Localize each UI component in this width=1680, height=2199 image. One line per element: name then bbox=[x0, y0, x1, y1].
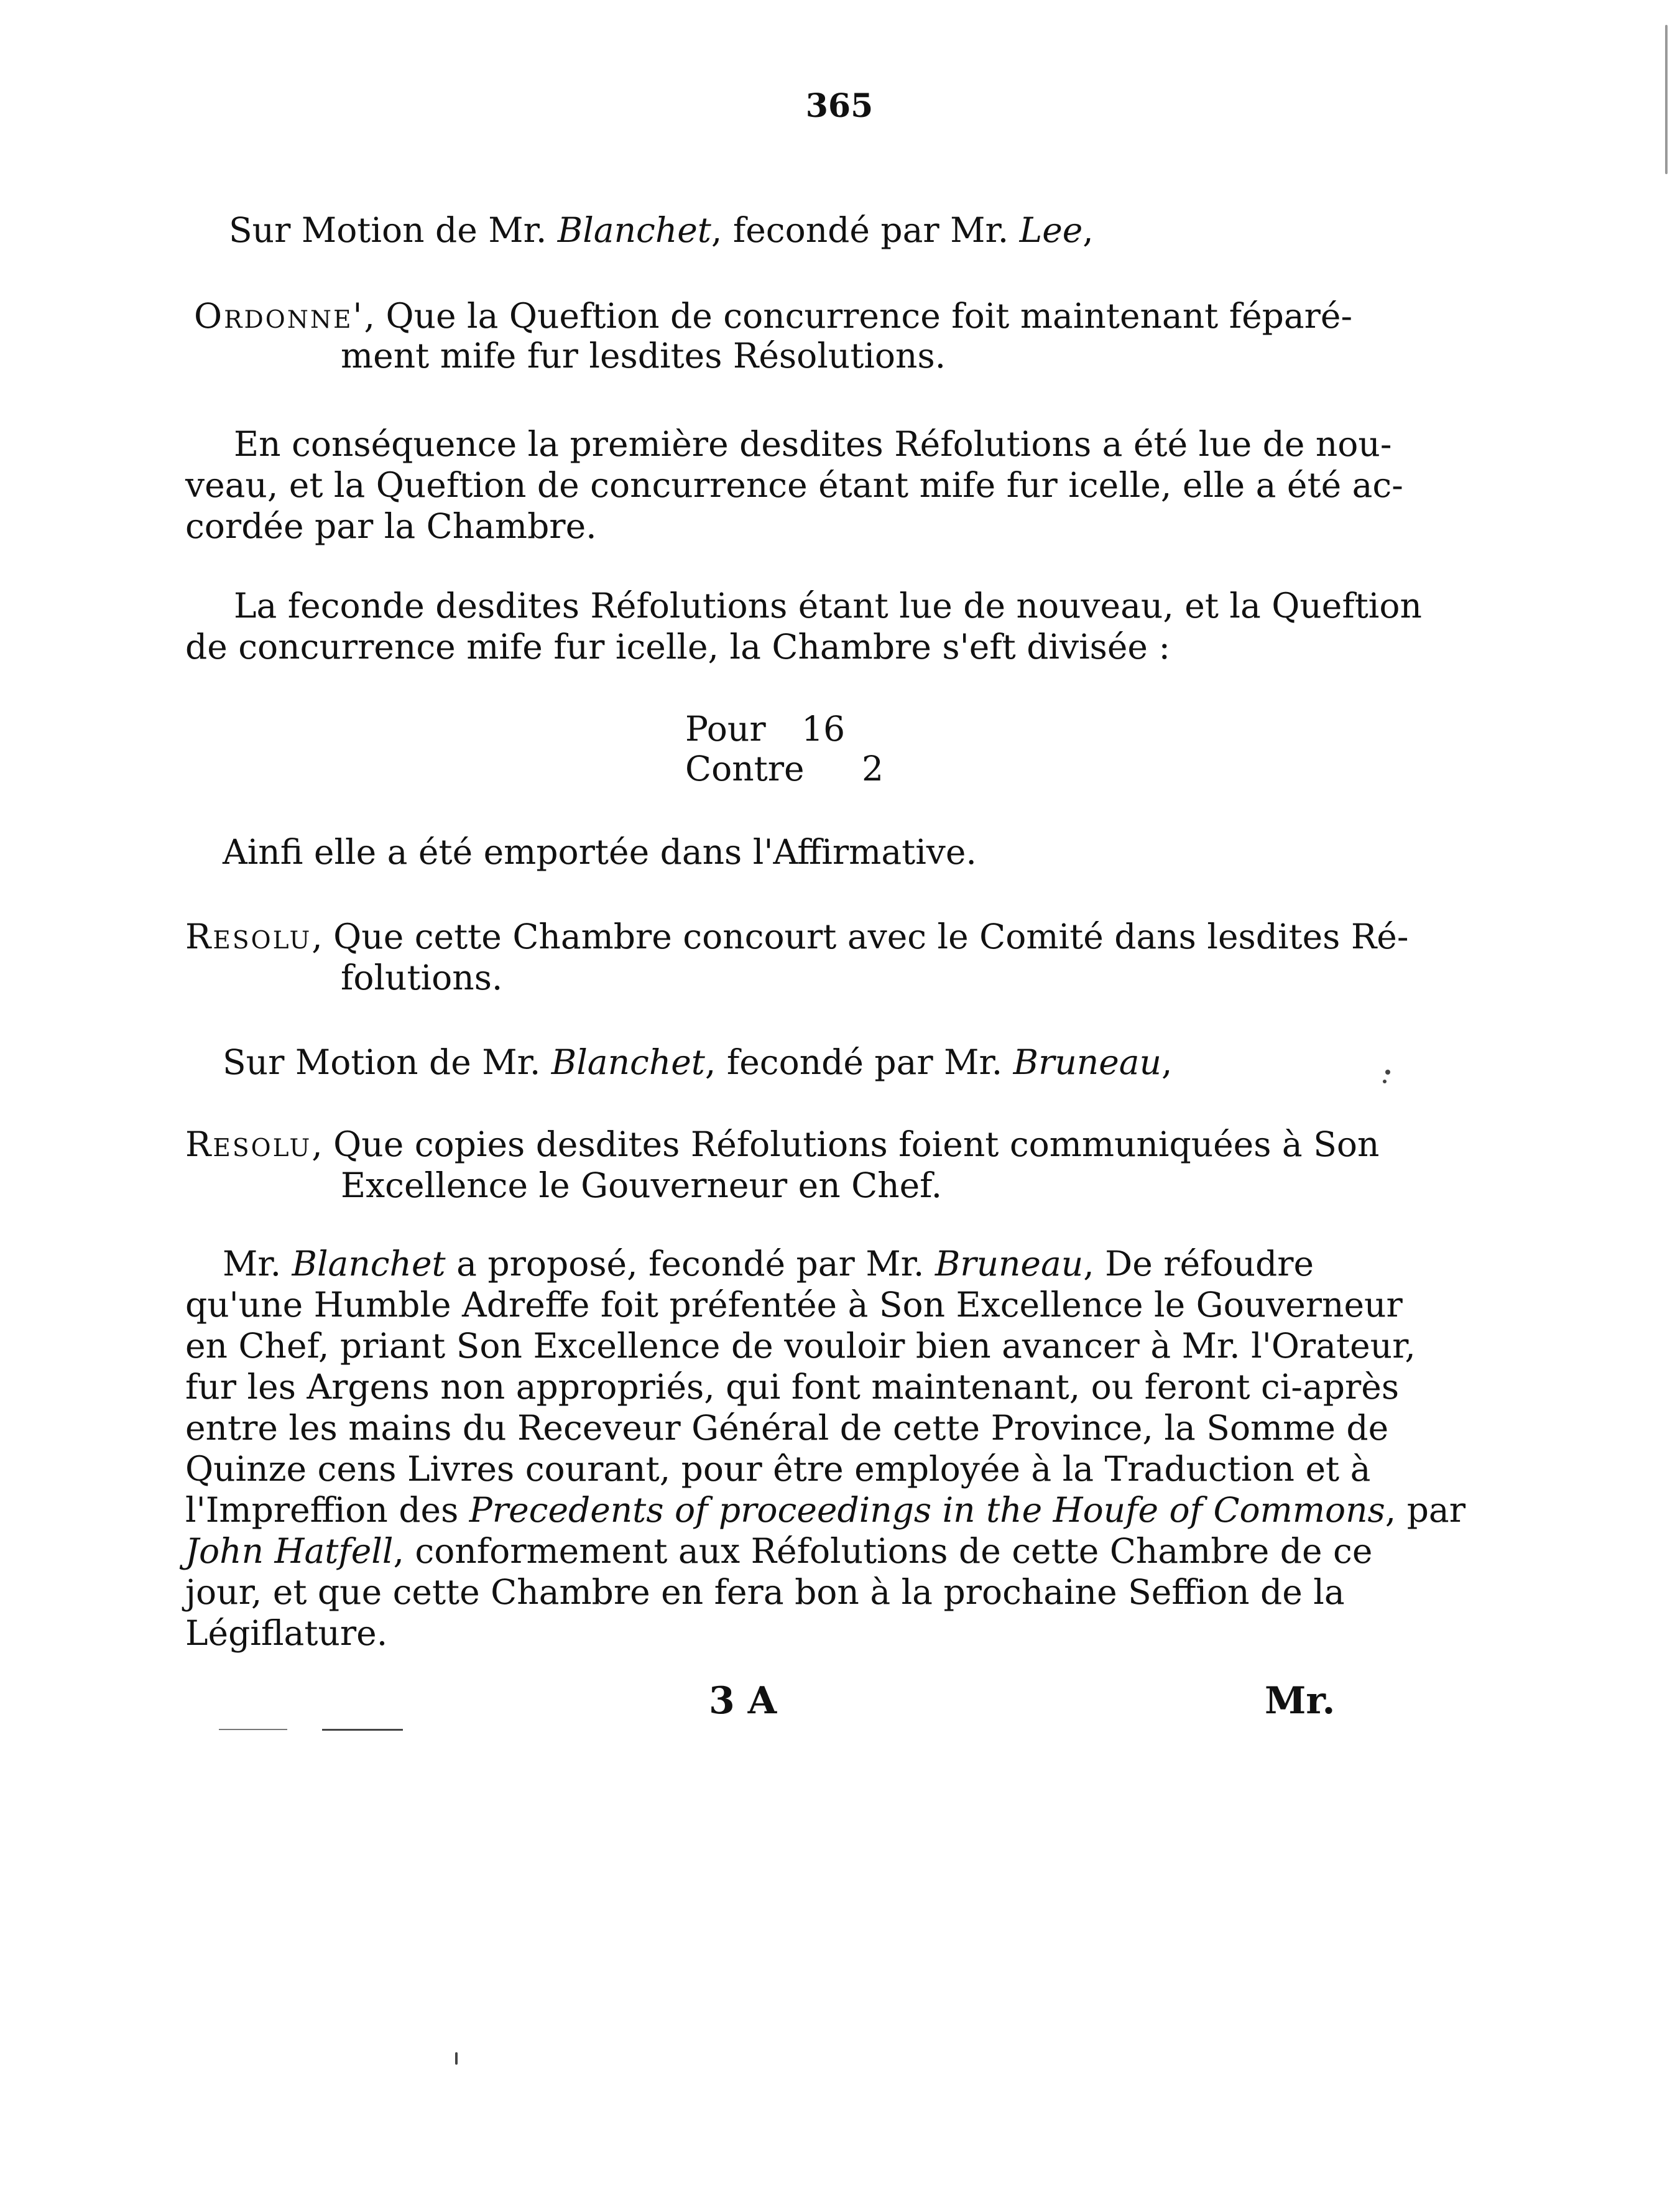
motion-line-2: Sur Motion de Mr. Blanchet, fecondé par Mr. Bruneau, bbox=[223, 1042, 1173, 1082]
proposal-line-7: l'Impreffion des Precedents of proceedings in the Houfe of Commons, par bbox=[185, 1490, 1466, 1530]
order-line-2: ment mife fur lesdites Résolutions. bbox=[341, 336, 946, 376]
proposal-line-2: qu'une Humble Adreffe foit préfentée à Son Excellence le Gouverneur bbox=[185, 1285, 1403, 1325]
signature-mark: 3 A bbox=[709, 1679, 777, 1723]
order-line-1: Ordonne', Que la Queftion de concurrence foit maintenant féparé- bbox=[194, 296, 1353, 336]
proposal-line-5: entre les mains du Receveur Général de cette Province, la Somme de bbox=[185, 1408, 1389, 1448]
paragraph-3-line-3: cordée par la Chambre. bbox=[185, 506, 597, 546]
resolution-2-line-2: Excellence le Gouverneur en Chef. bbox=[341, 1165, 943, 1205]
proposal-line-8: John Hatfell, conformement aux Réfolutions de cette Chambre de ce bbox=[185, 1531, 1373, 1571]
paragraph-3-line-1: En conséquence la première desdites Réfolutions a été lue de nou- bbox=[234, 424, 1392, 464]
scan-mark bbox=[322, 1729, 403, 1731]
proposer-name: Blanchet bbox=[292, 1244, 446, 1284]
seconder-name: Lee bbox=[1019, 210, 1083, 250]
scan-speck bbox=[1383, 1080, 1387, 1083]
page-number: 365 bbox=[805, 87, 874, 125]
scan-mark bbox=[219, 1729, 287, 1730]
order-heading: Ordonne' bbox=[194, 296, 364, 336]
proposal-line-10: Légiflature. bbox=[185, 1613, 388, 1653]
paragraph-3-line-2: veau, et la Queftion de concurrence étant mife fur icelle, elle a été ac- bbox=[185, 465, 1403, 505]
scan-edge-mark bbox=[1665, 25, 1668, 174]
vote-pour-label: Pour bbox=[685, 709, 766, 749]
motion-lead: Sur Motion de Mr. bbox=[229, 210, 558, 250]
vote-contre-count: 2 bbox=[862, 749, 884, 789]
proposal-line-6: Quinze cens Livres courant, pour être employée à la Traduction et à bbox=[185, 1449, 1371, 1489]
resolution-heading: Resolu bbox=[185, 1124, 312, 1164]
catchword: Mr. bbox=[1265, 1679, 1336, 1723]
vote-contre-row bbox=[685, 749, 884, 789]
vote-pour-count: 16 bbox=[801, 709, 846, 749]
resolution-heading: Resolu bbox=[185, 917, 312, 956]
proposal-line-9: jour, et que cette Chambre en fera bon à la prochaine Seffion de la bbox=[185, 1572, 1345, 1612]
book-title: Precedents of proceedings in the Houfe of Commons bbox=[469, 1490, 1385, 1530]
seconder-name: Bruneau bbox=[1013, 1042, 1161, 1082]
author-name: John Hatfell bbox=[185, 1531, 394, 1571]
resolution-2-line-1: Resolu, Que copies desdites Réfolutions foient communiquées à Son bbox=[185, 1124, 1380, 1164]
vote-pour-row bbox=[685, 709, 845, 749]
seconder-name: Bruneau bbox=[935, 1244, 1084, 1284]
paragraph-4-line-2: de concurrence mife fur icelle, la Chambre s'eft divisée : bbox=[185, 627, 1170, 667]
mover-name: Blanchet bbox=[557, 210, 711, 250]
scan-speck bbox=[455, 2052, 458, 2065]
paragraph-5: Ainfi elle a été emportée dans l'Affirmative. bbox=[223, 832, 977, 872]
resolution-1-line-2: folutions. bbox=[341, 958, 503, 998]
proposal-line-4: fur les Argens non appropriés, qui font maintenant, ou feront ci-après bbox=[185, 1367, 1400, 1407]
motion-line-1: Sur Motion de Mr. Blanchet, fecondé par Mr. Lee, bbox=[229, 210, 1094, 250]
mover-name: Blanchet bbox=[551, 1042, 705, 1082]
scan-speck bbox=[1385, 1070, 1390, 1075]
proposal-line-3: en Chef, priant Son Excellence de vouloir bien avancer à Mr. l'Orateur, bbox=[185, 1326, 1416, 1366]
vote-contre-label: Contre bbox=[685, 749, 805, 789]
paragraph-4-line-1: La feconde desdites Réfolutions étant lue de nouveau, et la Queftion bbox=[234, 586, 1422, 626]
proposal-line-1: Mr. Blanchet a proposé, fecondé par Mr. Bruneau, De réfoudre bbox=[223, 1244, 1314, 1284]
motion-mid: , fecondé par Mr. bbox=[711, 210, 1020, 250]
resolution-1-line-1: Resolu, Que cette Chambre concourt avec le Comité dans lesdites Ré- bbox=[185, 917, 1409, 956]
